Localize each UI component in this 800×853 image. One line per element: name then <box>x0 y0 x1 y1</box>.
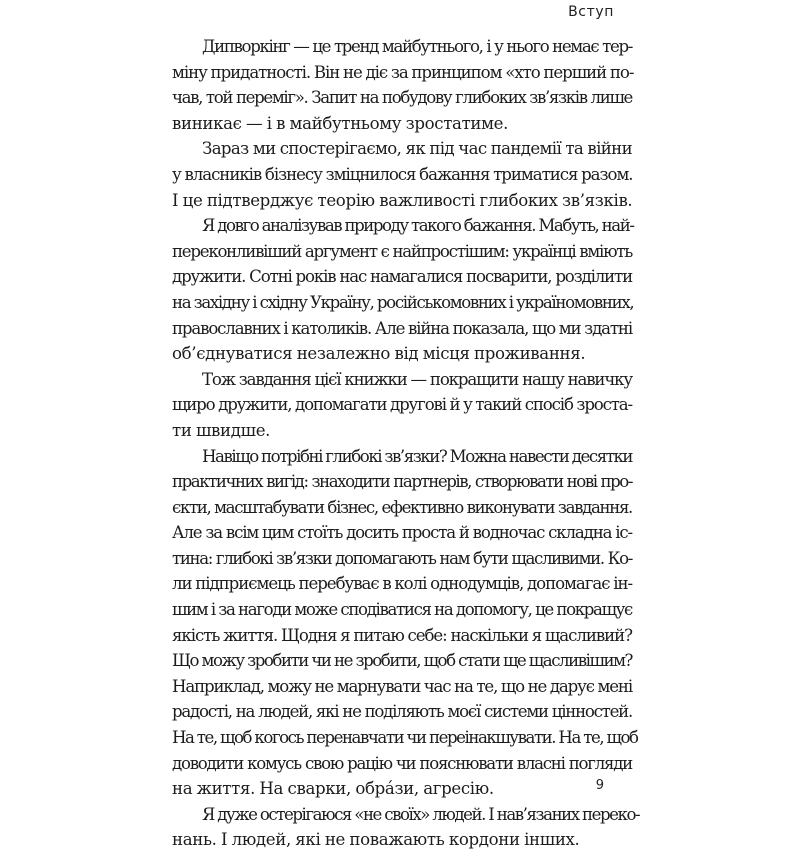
text-line: шим і за нагоди може сподіватися на допомогу, це покращує <box>172 600 632 620</box>
text-line: дружити. Сотні років нас намагалися посварити, розділити <box>172 267 632 287</box>
text-line: об’єднуватися незалежно від місця проживання. <box>172 344 586 364</box>
running-head: Вступ <box>568 4 614 20</box>
body-text <box>172 34 640 853</box>
paragraph <box>172 367 632 444</box>
text-line: на життя. На сварки, обрáзи, агресію. <box>172 779 494 799</box>
paragraph <box>172 444 638 802</box>
text-line: нань. І людей, які не поважають кордони інших. <box>172 830 580 850</box>
text-line: практичних вигід: знаходити партнерів, створювати нові про- <box>172 472 632 492</box>
text-line: переконливіший аргумент є найпростішим: українці вміють <box>172 241 632 261</box>
text-line: на західну і східну Україну, російськомовних і україномовних, <box>172 292 634 312</box>
text-line: Я довго аналізував природу такого бажання. Мабуть, най- <box>202 216 634 236</box>
text-line: Зараз ми спостерігаємо, як під час пандемії та війни <box>202 139 632 159</box>
text-line: Що можу зробити чи не зробити, щоб стати ще щасливішим? <box>172 651 632 671</box>
text-line: у власників бізнесу зміцнилося бажання триматися разом. <box>172 164 633 184</box>
text-line: ли підприємець перебуває в колі однодумців, допомагає ін- <box>172 574 633 594</box>
text-line: На те, щоб когось перенавчати чи переінакшувати. На те, щоб <box>172 728 638 748</box>
text-line: доводити комусь свою рацію чи пояснювати власні погляди <box>172 753 632 773</box>
text-line: Наприклад, можу не марнувати час на те, що не дарує мені <box>172 676 632 696</box>
text-line: якість життя. Щодня я питаю себе: наскільки я щасливий? <box>172 625 632 645</box>
paragraph <box>172 34 632 136</box>
text-line: І це підтверджує теорію важливості глибоких зв’язків. <box>172 190 633 210</box>
page-number: 9 <box>595 778 604 793</box>
text-line: тина: глибокі зв’язки допомагають нам бути щасливими. Ко- <box>172 548 632 568</box>
paragraph <box>172 213 632 367</box>
paragraph <box>172 136 632 213</box>
text-line: ти швидше. <box>172 420 271 440</box>
text-line: щиро дружити, допомагати другові й у такий спосіб зроста- <box>172 395 632 415</box>
text-line: міну придатності. Він не діє за принципом «хто перший по- <box>172 62 634 82</box>
text-line: виникає — і в майбутньому зростатиме. <box>172 113 509 133</box>
text-line: Я дуже остерігаюся «не своїх» людей. І нав’язаних переко- <box>202 804 640 824</box>
text-line: Але за всім цим стоїть досить проста й водночас складна іс- <box>172 523 632 543</box>
text-line: Дипворкінг — це тренд майбутнього, і у нього немає тер- <box>202 37 632 56</box>
text-line: чав, той переміг». Запит на побудову глибоких зв’язків лише <box>172 88 632 108</box>
text-line: радості, на людей, які не поділяють моєї системи цінностей. <box>172 702 632 722</box>
text-line: православних і католиків. Але війна показала, що ми здатні <box>172 318 632 338</box>
text-line: Навіщо потрібні глибокі зв’язки? Можна навести десятки <box>202 446 633 466</box>
paragraph <box>172 802 640 853</box>
text-line: Тож завдання цієї книжки — покращити нашу навичку <box>202 369 632 389</box>
text-line: єкти, масштабувати бізнес, ефективно виконувати завдання. <box>172 497 632 517</box>
